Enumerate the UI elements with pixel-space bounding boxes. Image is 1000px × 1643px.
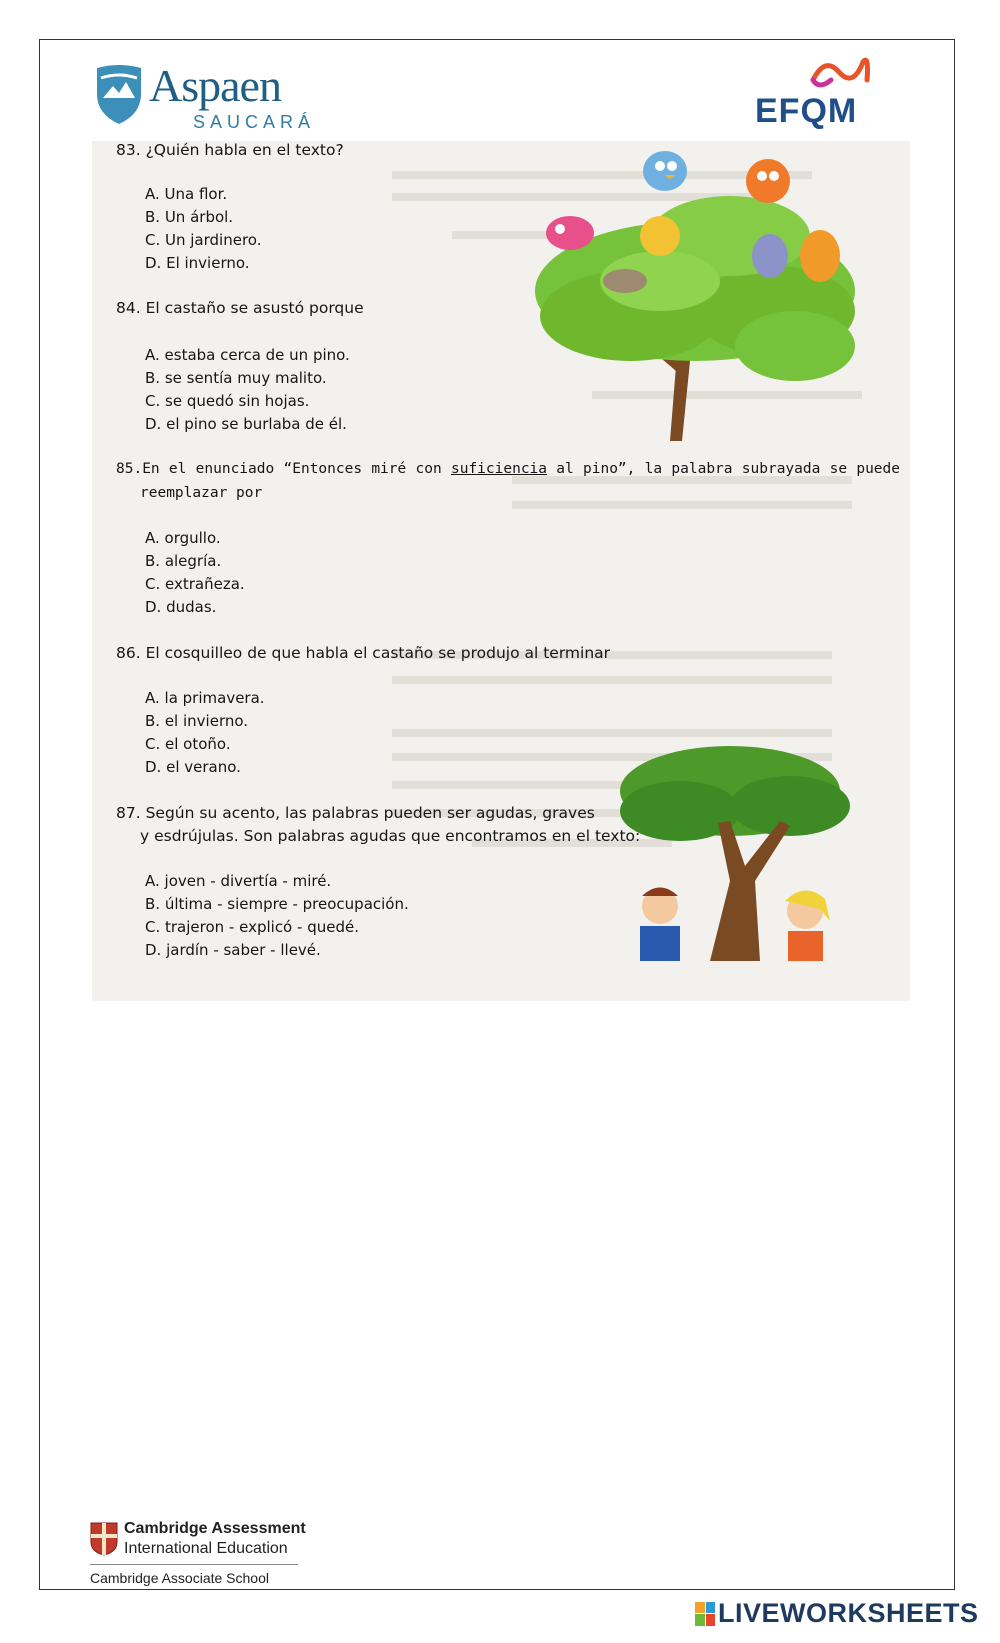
question-87-title-line2: y esdrújulas. Son palabras agudas que encontramos en el texto:: [140, 827, 641, 845]
q84-option-b: B. se sentía muy malito.: [145, 369, 327, 387]
question-83-title: 83. ¿Quién habla en el texto?: [116, 141, 344, 159]
question-85-title: [116, 457, 900, 505]
q84-option-a: A. estaba cerca de un pino.: [145, 346, 350, 364]
infinity-icon: [805, 50, 875, 94]
q87-option-c: C. trajeron - explicó - quedé.: [145, 918, 359, 936]
scanned-worksheet: [92, 141, 910, 1001]
q85-underlined-word: suficiencia: [450, 461, 548, 477]
q87-option-d: D. jardín - saber - llevé.: [145, 941, 321, 959]
school-name: Aspaen: [149, 60, 281, 111]
q85-option-a: A. orgullo.: [145, 529, 221, 547]
cambridge-line3: Cambridge Associate School: [90, 1570, 269, 1586]
divider: [90, 1564, 298, 1565]
liveworksheets-brand[interactable]: [695, 1598, 979, 1629]
q83-option-b: B. Un árbol.: [145, 208, 234, 226]
q87-option-b: B. última - siempre - preocupación.: [145, 895, 409, 913]
question-86-title: 86. El cosquilleo de que habla el castaño se produjo al terminar: [116, 644, 611, 662]
question-84-title: 84. El castaño se asustó porque: [116, 299, 364, 317]
q86-option-d: D. el verano.: [145, 758, 241, 776]
liveworksheets-icon: [695, 1602, 715, 1626]
aspaen-logo: [95, 60, 316, 133]
q85-option-c: C. extrañeza.: [145, 575, 245, 593]
crest-icon: [90, 1522, 118, 1556]
q86-option-b: B. el invierno.: [145, 712, 249, 730]
q87-option-a: A. joven - divertía - miré.: [145, 872, 332, 890]
q83-option-d: D. El invierno.: [145, 254, 250, 272]
tree-with-birds-illustration: [520, 141, 860, 461]
q85-title-pre: 85.En el enunciado “Entonces miré con: [116, 461, 451, 477]
q85-option-b: B. alegría.: [145, 552, 222, 570]
question-87-title-line1: 87. Según su acento, las palabras pueden ser agudas, graves: [116, 804, 595, 822]
efqm-label: EFQM: [755, 92, 858, 130]
cambridge-line1: Cambridge Assessment: [124, 1520, 306, 1537]
q83-option-a: A. Una flor.: [145, 185, 228, 203]
q83-option-c: C. Un jardinero.: [145, 231, 262, 249]
q84-option-d: D. el pino se burlaba de él.: [145, 415, 347, 433]
efqm-logo: [755, 50, 905, 140]
school-subtitle: SAUCARÁ: [193, 112, 316, 132]
tree-with-children-illustration: [620, 731, 860, 961]
cambridge-line2: International Education: [124, 1540, 288, 1557]
brand-label: LIVEWORKSHEETS: [718, 1598, 979, 1628]
q86-option-a: A. la primavera.: [145, 689, 265, 707]
q84-option-c: C. se quedó sin hojas.: [145, 392, 310, 410]
q85-option-d: D. dudas.: [145, 598, 217, 616]
q86-option-c: C. el otoño.: [145, 735, 231, 753]
shield-icon: [95, 64, 143, 126]
q85-title-post: al pino”, la palabra subrayada se puede reemplazar por: [140, 461, 900, 501]
